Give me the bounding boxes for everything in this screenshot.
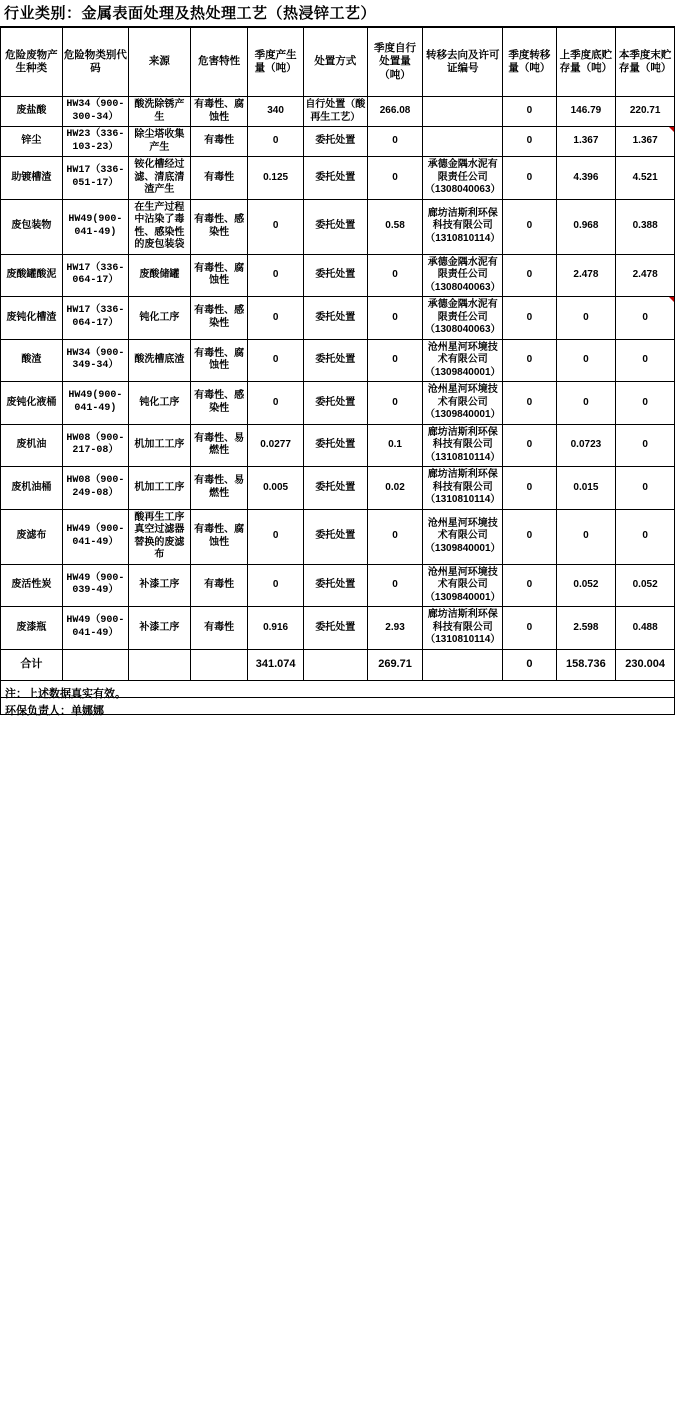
cell-end-stock: 0 bbox=[616, 509, 675, 564]
cell-self-disposed: 0 bbox=[367, 564, 422, 607]
cell-produced: 0 bbox=[248, 564, 303, 607]
table-row bbox=[1, 509, 675, 564]
cell-end-stock: 4.521 bbox=[616, 157, 675, 200]
cell-produced: 0 bbox=[248, 339, 303, 382]
cell-waste-code: HW08（900-217-08） bbox=[62, 424, 128, 467]
table-row bbox=[1, 127, 675, 157]
cell-hazard: 有毒性、感染性 bbox=[190, 297, 248, 340]
cell-total-destination bbox=[423, 649, 503, 680]
cell-end-stock: 0.488 bbox=[616, 607, 675, 650]
cell-total-produced: 341.074 bbox=[248, 649, 303, 680]
cell-destination: 沧州星河环境技术有限公司（1309840001） bbox=[423, 382, 503, 425]
cell-transferred: 0 bbox=[503, 339, 556, 382]
cell-transferred: 0 bbox=[503, 467, 556, 510]
cell-waste-code: HW34（900-349-34） bbox=[62, 339, 128, 382]
cell-destination: 廊坊洁斯利环保科技有限公司（1310810114） bbox=[423, 467, 503, 510]
cell-source: 钝化工序 bbox=[128, 382, 190, 425]
cell-total-code bbox=[62, 649, 128, 680]
cell-hazard: 有毒性、腐蚀性 bbox=[190, 97, 248, 127]
cell-produced: 0 bbox=[248, 297, 303, 340]
cell-self-disposed: 2.93 bbox=[367, 607, 422, 650]
cell-self-disposed: 0 bbox=[367, 339, 422, 382]
table-row bbox=[1, 199, 675, 254]
cell-prev-stock: 0 bbox=[556, 382, 616, 425]
cell-destination: 承德金隅水泥有限责任公司（1308040063） bbox=[423, 297, 503, 340]
cell-self-disposed: 0.1 bbox=[367, 424, 422, 467]
cell-hazard: 有毒性、易燃性 bbox=[190, 467, 248, 510]
cell-hazard: 有毒性、腐蚀性 bbox=[190, 254, 248, 297]
col-header-transferred: 季度转移量（吨） bbox=[503, 28, 556, 97]
col-header-waste-code: 危险物类别代码 bbox=[62, 28, 128, 97]
cell-source: 机加工工序 bbox=[128, 467, 190, 510]
cell-waste-type: 废机油 bbox=[1, 424, 63, 467]
cell-transferred: 0 bbox=[503, 607, 556, 650]
cell-hazard: 有毒性 bbox=[190, 157, 248, 200]
cell-total-prev-stock: 158.736 bbox=[556, 649, 616, 680]
cell-destination: 廊坊洁斯利环保科技有限公司（1310810114） bbox=[423, 424, 503, 467]
cell-waste-type: 废漆瓶 bbox=[1, 607, 63, 650]
cell-method: 委托处置 bbox=[303, 467, 367, 510]
cell-self-disposed: 0 bbox=[367, 157, 422, 200]
cell-prev-stock: 0.968 bbox=[556, 199, 616, 254]
table-row bbox=[1, 297, 675, 340]
cell-waste-code: HW17（336-064-17） bbox=[62, 297, 128, 340]
cell-end-stock: 220.71 bbox=[616, 97, 675, 127]
cell-transferred: 0 bbox=[503, 199, 556, 254]
cell-hazard: 有毒性 bbox=[190, 127, 248, 157]
cell-transferred: 0 bbox=[503, 97, 556, 127]
cell-hazard: 有毒性 bbox=[190, 607, 248, 650]
cell-waste-type: 助镀槽渣 bbox=[1, 157, 63, 200]
col-header-prev-stock: 上季度底贮存量（吨） bbox=[556, 28, 616, 97]
col-header-end-stock: 本季度末贮存量（吨） bbox=[616, 28, 675, 97]
cell-total-source bbox=[128, 649, 190, 680]
cell-method: 委托处置 bbox=[303, 199, 367, 254]
cell-destination: 沧州星河环境技术有限公司（1309840001） bbox=[423, 339, 503, 382]
cell-produced: 0 bbox=[248, 254, 303, 297]
col-header-produced: 季度产生量（吨） bbox=[248, 28, 303, 97]
cell-end-stock: 1.367 bbox=[616, 127, 675, 157]
cell-destination: 沧州星河环境技术有限公司（1309840001） bbox=[423, 509, 503, 564]
table-row bbox=[1, 157, 675, 200]
col-header-hazard: 危害特性 bbox=[190, 28, 248, 97]
cell-self-disposed: 0 bbox=[367, 127, 422, 157]
cell-hazard: 有毒性、感染性 bbox=[190, 382, 248, 425]
cell-waste-type: 废钝化液桶 bbox=[1, 382, 63, 425]
table-header-row bbox=[1, 28, 675, 97]
cell-prev-stock: 0 bbox=[556, 297, 616, 340]
page-title: 行业类别：金属表面处理及热处理工艺（热浸锌工艺） bbox=[0, 0, 675, 27]
cell-destination: 承德金隅水泥有限责任公司（1308040063） bbox=[423, 157, 503, 200]
waste-table bbox=[0, 27, 675, 681]
cell-produced: 0 bbox=[248, 199, 303, 254]
cell-source: 补漆工序 bbox=[128, 564, 190, 607]
table-row bbox=[1, 254, 675, 297]
cell-waste-type: 废机油桶 bbox=[1, 467, 63, 510]
cell-end-stock: 0 bbox=[616, 297, 675, 340]
cell-transferred: 0 bbox=[503, 157, 556, 200]
cell-method: 委托处置 bbox=[303, 607, 367, 650]
cell-prev-stock: 146.79 bbox=[556, 97, 616, 127]
cell-source: 废酸储罐 bbox=[128, 254, 190, 297]
cell-end-stock: 0 bbox=[616, 339, 675, 382]
cell-destination bbox=[423, 127, 503, 157]
table-row bbox=[1, 564, 675, 607]
cell-method: 委托处置 bbox=[303, 254, 367, 297]
col-header-self-disposed: 季度自行处置量（吨） bbox=[367, 28, 422, 97]
cell-self-disposed: 0 bbox=[367, 297, 422, 340]
cell-self-disposed: 0 bbox=[367, 382, 422, 425]
cell-produced: 0 bbox=[248, 382, 303, 425]
cell-waste-type: 锌尘 bbox=[1, 127, 63, 157]
cell-total-self-disposed: 269.71 bbox=[367, 649, 422, 680]
cell-source: 酸再生工序真空过滤器替换的废滤布 bbox=[128, 509, 190, 564]
cell-prev-stock: 2.598 bbox=[556, 607, 616, 650]
cell-transferred: 0 bbox=[503, 127, 556, 157]
table-row bbox=[1, 467, 675, 510]
cell-produced: 0.916 bbox=[248, 607, 303, 650]
cell-method: 自行处置（酸再生工艺） bbox=[303, 97, 367, 127]
cell-destination: 承德金隅水泥有限责任公司（1308040063） bbox=[423, 254, 503, 297]
cell-transferred: 0 bbox=[503, 424, 556, 467]
cell-source: 铵化槽经过滤、清底清渣产生 bbox=[128, 157, 190, 200]
cell-waste-code: HW49（900-041-49） bbox=[62, 509, 128, 564]
cell-hazard: 有毒性、腐蚀性 bbox=[190, 339, 248, 382]
cell-transferred: 0 bbox=[503, 297, 556, 340]
cell-end-stock: 0.052 bbox=[616, 564, 675, 607]
table-row bbox=[1, 607, 675, 650]
cell-waste-code: HW49(900-041-49) bbox=[62, 382, 128, 425]
cell-waste-code: HW08（900-249-08） bbox=[62, 467, 128, 510]
cell-total-transferred: 0 bbox=[503, 649, 556, 680]
cell-method: 委托处置 bbox=[303, 382, 367, 425]
table-row bbox=[1, 382, 675, 425]
cell-produced: 0.0277 bbox=[248, 424, 303, 467]
cell-waste-code: HW49（900-039-49） bbox=[62, 564, 128, 607]
cell-hazard: 有毒性 bbox=[190, 564, 248, 607]
cell-prev-stock: 1.367 bbox=[556, 127, 616, 157]
cell-self-disposed: 0.02 bbox=[367, 467, 422, 510]
cell-waste-code: HW49（900-041-49） bbox=[62, 607, 128, 650]
cell-prev-stock: 0 bbox=[556, 339, 616, 382]
cell-end-stock: 0 bbox=[616, 424, 675, 467]
cell-waste-code: HW23（336-103-23） bbox=[62, 127, 128, 157]
cell-waste-code: HW17（336-051-17） bbox=[62, 157, 128, 200]
col-header-method: 处置方式 bbox=[303, 28, 367, 97]
cell-transferred: 0 bbox=[503, 254, 556, 297]
cell-source: 补漆工序 bbox=[128, 607, 190, 650]
cell-prev-stock: 4.396 bbox=[556, 157, 616, 200]
cell-produced: 0 bbox=[248, 127, 303, 157]
cell-total-label: 合计 bbox=[1, 649, 63, 680]
cell-method: 委托处置 bbox=[303, 564, 367, 607]
table-row bbox=[1, 424, 675, 467]
cell-produced: 0 bbox=[248, 509, 303, 564]
table-row bbox=[1, 339, 675, 382]
cell-waste-type: 废酸罐酸泥 bbox=[1, 254, 63, 297]
table-total-row bbox=[1, 649, 675, 680]
cell-prev-stock: 0 bbox=[556, 509, 616, 564]
cell-source: 钝化工序 bbox=[128, 297, 190, 340]
col-header-waste-type: 危险废物产生种类 bbox=[1, 28, 63, 97]
cell-prev-stock: 0.0723 bbox=[556, 424, 616, 467]
cell-source: 酸洗槽底渣 bbox=[128, 339, 190, 382]
responsible-person: 环保负责人：单娜娜 bbox=[0, 698, 675, 715]
cell-prev-stock: 0.052 bbox=[556, 564, 616, 607]
cell-method: 委托处置 bbox=[303, 339, 367, 382]
cell-hazard: 有毒性、易燃性 bbox=[190, 424, 248, 467]
cell-end-stock: 0.388 bbox=[616, 199, 675, 254]
cell-waste-code: HW34（900-300-34） bbox=[62, 97, 128, 127]
cell-hazard: 有毒性、感染性 bbox=[190, 199, 248, 254]
cell-prev-stock: 0.015 bbox=[556, 467, 616, 510]
cell-transferred: 0 bbox=[503, 509, 556, 564]
cell-hazard: 有毒性、腐蚀性 bbox=[190, 509, 248, 564]
cell-total-end-stock: 230.004 bbox=[616, 649, 675, 680]
cell-waste-type: 废包装物 bbox=[1, 199, 63, 254]
col-header-source: 来源 bbox=[128, 28, 190, 97]
cell-waste-type: 酸渣 bbox=[1, 339, 63, 382]
cell-method: 委托处置 bbox=[303, 127, 367, 157]
cell-method: 委托处置 bbox=[303, 157, 367, 200]
cell-end-stock: 0 bbox=[616, 467, 675, 510]
cell-method: 委托处置 bbox=[303, 424, 367, 467]
cell-waste-type: 废滤布 bbox=[1, 509, 63, 564]
note-text: 注：上述数据真实有效。 bbox=[0, 681, 675, 698]
cell-destination: 沧州星河环境技术有限公司（1309840001） bbox=[423, 564, 503, 607]
cell-waste-code: HW17（336-064-17） bbox=[62, 254, 128, 297]
col-header-destination: 转移去向及许可证编号 bbox=[423, 28, 503, 97]
cell-waste-type: 废活性炭 bbox=[1, 564, 63, 607]
cell-self-disposed: 0.58 bbox=[367, 199, 422, 254]
cell-produced: 0.005 bbox=[248, 467, 303, 510]
cell-end-stock: 0 bbox=[616, 382, 675, 425]
cell-end-stock: 2.478 bbox=[616, 254, 675, 297]
cell-source: 机加工工序 bbox=[128, 424, 190, 467]
cell-self-disposed: 266.08 bbox=[367, 97, 422, 127]
cell-total-method bbox=[303, 649, 367, 680]
cell-method: 委托处置 bbox=[303, 509, 367, 564]
cell-self-disposed: 0 bbox=[367, 509, 422, 564]
cell-produced: 340 bbox=[248, 97, 303, 127]
cell-waste-type: 废钝化槽渣 bbox=[1, 297, 63, 340]
table-row bbox=[1, 97, 675, 127]
cell-produced: 0.125 bbox=[248, 157, 303, 200]
cell-source: 在生产过程中沾染了毒性、感染性的废包装袋 bbox=[128, 199, 190, 254]
cell-prev-stock: 2.478 bbox=[556, 254, 616, 297]
cell-method: 委托处置 bbox=[303, 297, 367, 340]
cell-waste-type: 废盐酸 bbox=[1, 97, 63, 127]
cell-total-hazard bbox=[190, 649, 248, 680]
cell-self-disposed: 0 bbox=[367, 254, 422, 297]
cell-waste-code: HW49(900-041-49) bbox=[62, 199, 128, 254]
cell-source: 除尘塔收集产生 bbox=[128, 127, 190, 157]
cell-destination: 廊坊洁斯利环保科技有限公司（1310810114） bbox=[423, 199, 503, 254]
cell-destination: 廊坊洁斯利环保科技有限公司（1310810114） bbox=[423, 607, 503, 650]
cell-transferred: 0 bbox=[503, 564, 556, 607]
cell-source: 酸洗除锈产生 bbox=[128, 97, 190, 127]
cell-destination bbox=[423, 97, 503, 127]
cell-transferred: 0 bbox=[503, 382, 556, 425]
